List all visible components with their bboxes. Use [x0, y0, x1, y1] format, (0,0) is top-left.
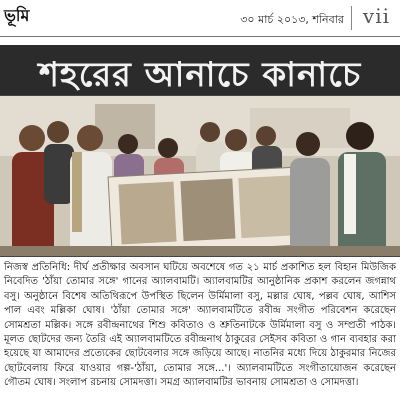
issue-date: ৩০ মার্চ ২০১৩, শনিবার — [240, 13, 344, 26]
header-rule — [0, 36, 400, 37]
masthead-fragment: ভূমি — [4, 6, 30, 25]
section-headline: শহরের আনাচে কানাচে — [38, 55, 362, 95]
album-poster — [108, 167, 302, 255]
page-number: vii — [362, 4, 390, 28]
header-divider — [351, 6, 352, 30]
news-article — [4, 261, 396, 391]
article-body: নিজস্ব প্রতিনিধি: দীর্ঘ প্রতীক্ষার অবসান ঘটিয়ে অবশেষে গত ২১ মার্চ প্রকাশিত হল বিহান মিউজিক নিবেদিত 'ঠাঁয়া তোমার সঙ্গে' গানের অ্যালবামটি। অ্যালবামটির আনুষ্ঠানিক প্রকাশ করলেন জগন্নাথ বসু। অনুষ্ঠানে বিশেষ অতিথিরূপে উপস্থিত ছিলেন উর্মিমালা বসু, মল্লার ঘোষ, পল্লব ঘোষ, আশিস পাল এবং মল্লিকা ঘোষ। 'ঠাঁয়া তোমার সঙ্গে' অ্যালবামটিতে রবীন্দ্র সংগীত পরিবেশন করেছেন সোমশ্রতা মল্লিক। সঙ্গে রবীন্দ্রনাথের শিশু কবিতাও ও শ্রুতিনাটকে উর্মিমালা বসু ও সম্প্রতী পাঠক। মূলত ছোটদের জন্য তৈরি এই অ্যালবামটিতে রবীন্দ্রনাথ ঠাকুরের সেইসব কবিতা ও গান ব্যবহার করা হয়েছে যা আমাদের প্রত্যেকের ছোটবেলার সঙ্গে জড়িয়ে আছে। নাতনির মধ্যে দিয়ে ঠাকুরমার নিজের ছোটবেলায় ফিরে যাওয়ার গল্প-'ঠাঁয়া, তোমার সঙ্গে...'। অ্যালবামটিতে সংগীতায়োজন করেছেন গৌতম ঘোষ। সংলাপ রচনায় সোমদত্তা। সমগ্র অ্যালবামটির ভাবনায় সোমশ্রতা ও সোমদত্তা। — [4, 262, 396, 389]
event-photo-illustration — [0, 96, 400, 256]
floor — [0, 246, 400, 256]
section-banner — [0, 45, 400, 95]
news-photo — [0, 95, 400, 257]
page-header — [0, 0, 400, 36]
